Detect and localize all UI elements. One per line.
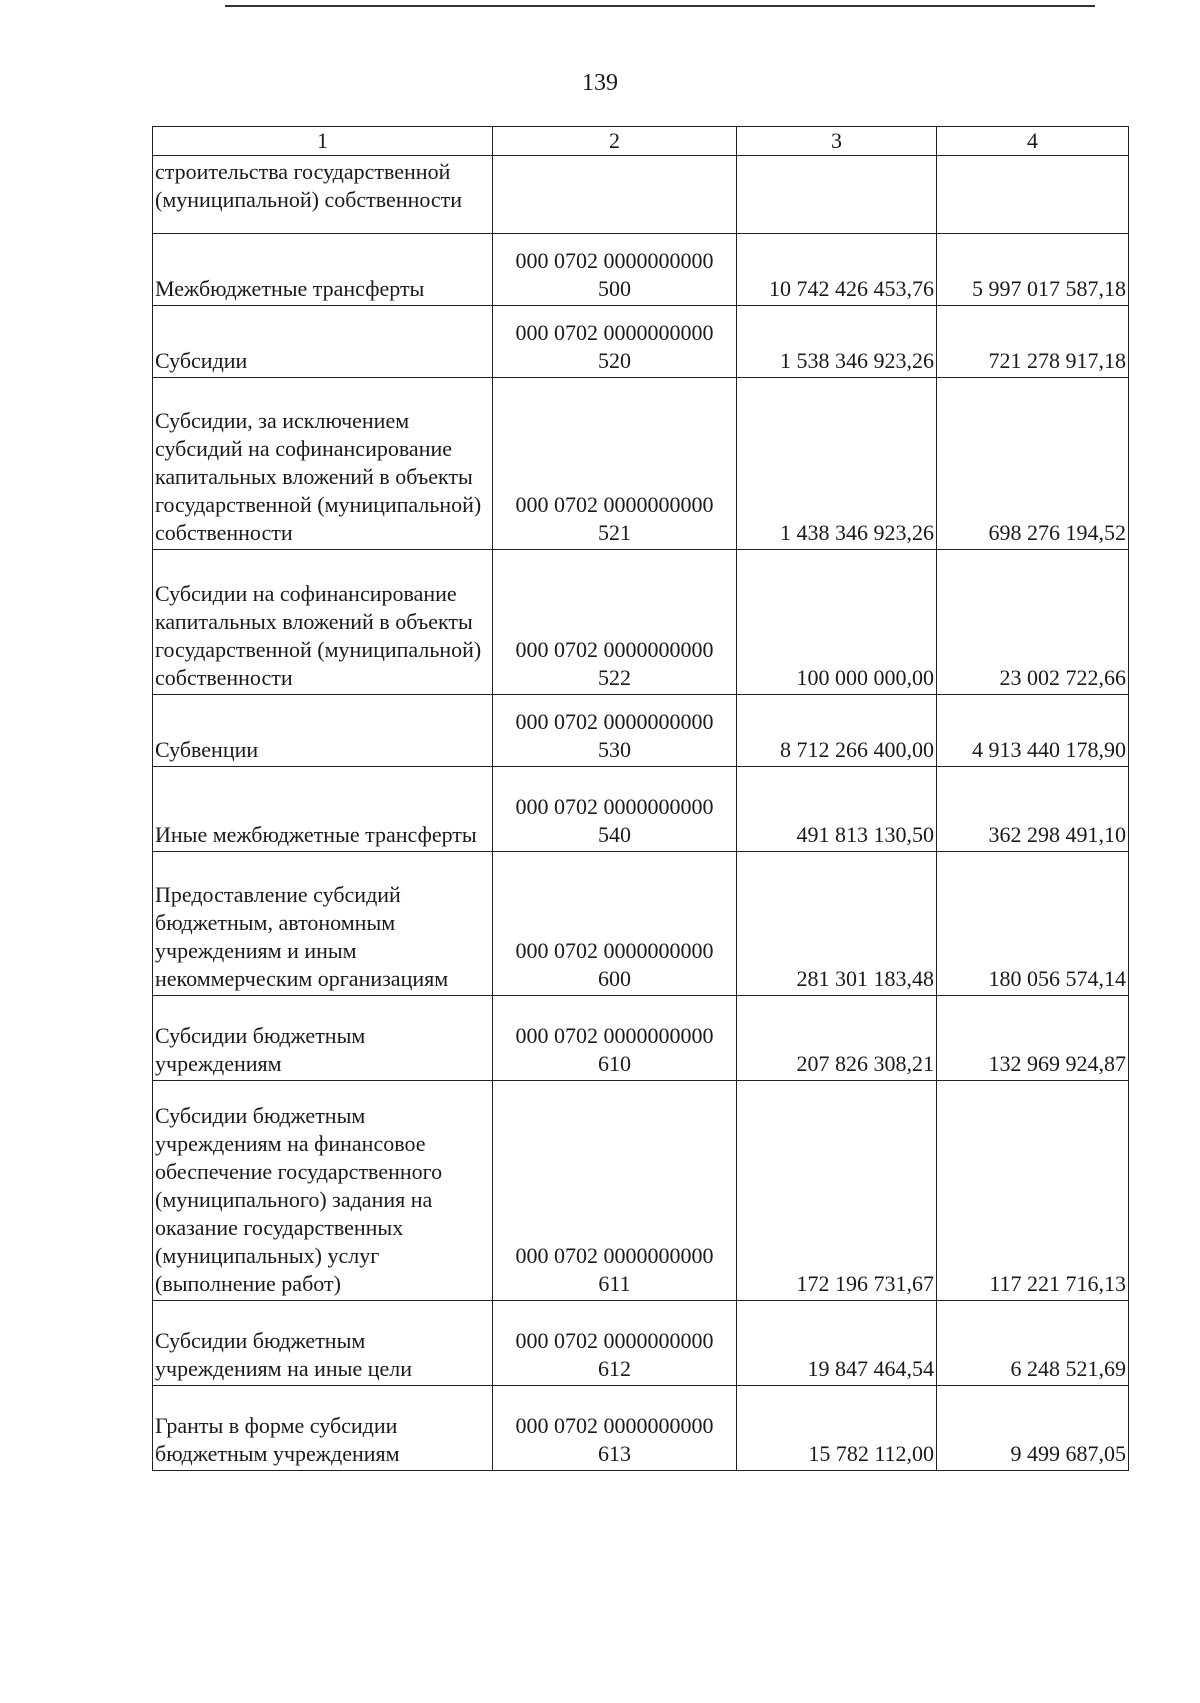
row-value-col3: 8 712 266 400,00 — [737, 695, 937, 767]
row-code-suffix: 613 — [598, 1441, 631, 1466]
table-row — [153, 1386, 1129, 1471]
row-value-col4: 180 056 574,14 — [937, 852, 1129, 996]
row-code — [493, 306, 737, 378]
budget-table — [152, 126, 1129, 1471]
row-code-main: 000 0702 0000000000 — [515, 1023, 714, 1048]
row-value-col3: 19 847 464,54 — [737, 1301, 937, 1386]
table-row — [153, 550, 1129, 695]
row-value-col3: 15 782 112,00 — [737, 1386, 937, 1471]
row-code-suffix: 610 — [598, 1051, 631, 1076]
row-value-col3: 1 538 346 923,26 — [737, 306, 937, 378]
row-code — [493, 1301, 737, 1386]
row-code — [493, 378, 737, 550]
row-code-suffix: 522 — [598, 665, 631, 690]
row-value-col3: 281 301 183,48 — [737, 852, 937, 996]
row-code-suffix: 612 — [598, 1356, 631, 1381]
row-name: строительства государственной (муниципальной) собственности — [153, 156, 493, 234]
row-value-col3: 1 438 346 923,26 — [737, 378, 937, 550]
top-rule — [225, 5, 1095, 7]
row-code — [493, 1081, 737, 1301]
row-value-col4: 721 278 917,18 — [937, 306, 1129, 378]
row-name: Субвенции — [153, 695, 493, 767]
row-code — [493, 234, 737, 306]
row-value-col4: 5 997 017 587,18 — [937, 234, 1129, 306]
row-value-col3: 172 196 731,67 — [737, 1081, 937, 1301]
row-code-main: 000 0702 0000000000 — [515, 637, 714, 662]
row-code-suffix: 540 — [598, 822, 631, 847]
page-number: 139 — [582, 70, 618, 96]
row-code-suffix: 530 — [598, 737, 631, 762]
row-code-main: 000 0702 0000000000 — [515, 709, 714, 734]
table-row — [153, 852, 1129, 996]
row-value-col4: 132 969 924,87 — [937, 996, 1129, 1081]
row-value-col4: 23 002 722,66 — [937, 550, 1129, 695]
row-code-main: 000 0702 0000000000 — [515, 248, 714, 273]
row-code-main: 000 0702 0000000000 — [515, 1413, 714, 1438]
table-row — [153, 156, 1129, 234]
column-header-2: 2 — [493, 127, 737, 156]
table-row — [153, 767, 1129, 852]
row-value-col4: 6 248 521,69 — [937, 1301, 1129, 1386]
row-code — [493, 1386, 737, 1471]
row-code-main: 000 0702 0000000000 — [515, 794, 714, 819]
row-value-col3 — [737, 156, 937, 234]
row-code — [493, 996, 737, 1081]
row-code-main: 000 0702 0000000000 — [515, 492, 714, 517]
row-code-suffix: 521 — [598, 520, 631, 545]
row-name: Иные межбюджетные трансферты — [153, 767, 493, 852]
row-code-suffix: 500 — [598, 276, 631, 301]
row-value-col4: 4 913 440 178,90 — [937, 695, 1129, 767]
table-row — [153, 996, 1129, 1081]
table-row — [153, 234, 1129, 306]
row-name: Предоставление субсидий бюджетным, автономным учреждениям и иным некоммерческим организациям — [153, 852, 493, 996]
row-value-col4: 362 298 491,10 — [937, 767, 1129, 852]
row-code — [493, 695, 737, 767]
table-row — [153, 306, 1129, 378]
row-code-main: 000 0702 0000000000 — [515, 1243, 714, 1268]
row-name: Субсидии на софинансирование капитальных вложений в объекты государственной (муниципальной) собственности — [153, 550, 493, 695]
row-name: Межбюджетные трансферты — [153, 234, 493, 306]
column-header-1: 1 — [153, 127, 493, 156]
row-code — [493, 852, 737, 996]
row-value-col4: 9 499 687,05 — [937, 1386, 1129, 1471]
row-code-suffix: 611 — [598, 1271, 631, 1296]
row-name: Субсидии бюджетным учреждениям на иные цели — [153, 1301, 493, 1386]
row-code-suffix: 520 — [598, 348, 631, 373]
row-code-main: 000 0702 0000000000 — [515, 1328, 714, 1353]
header-row — [153, 127, 1129, 156]
row-value-col4: 698 276 194,52 — [937, 378, 1129, 550]
column-header-4: 4 — [937, 127, 1129, 156]
row-code-main: 000 0702 0000000000 — [515, 938, 714, 963]
row-code-suffix: 600 — [598, 966, 631, 991]
column-header-3: 3 — [737, 127, 937, 156]
row-code — [493, 550, 737, 695]
row-name: Субсидии, за исключением субсидий на софинансирование капитальных вложений в объекты государственной (муниципальной) собственности — [153, 378, 493, 550]
row-code — [493, 767, 737, 852]
row-name: Субсидии — [153, 306, 493, 378]
table-row — [153, 378, 1129, 550]
row-value-col3: 100 000 000,00 — [737, 550, 937, 695]
table-row — [153, 1301, 1129, 1386]
row-value-col3: 491 813 130,50 — [737, 767, 937, 852]
row-value-col3: 10 742 426 453,76 — [737, 234, 937, 306]
row-name: Субсидии бюджетным учреждениям на финансовое обеспечение государственного (муниципального) задания на оказание государственных (муниципальных) услуг (выполнение работ) — [153, 1081, 493, 1301]
row-value-col4 — [937, 156, 1129, 234]
table-row — [153, 695, 1129, 767]
row-value-col3: 207 826 308,21 — [737, 996, 937, 1081]
row-code-main: 000 0702 0000000000 — [515, 320, 714, 345]
table-row — [153, 1081, 1129, 1301]
row-value-col4: 117 221 716,13 — [937, 1081, 1129, 1301]
row-name: Гранты в форме субсидии бюджетным учреждениям — [153, 1386, 493, 1471]
row-code — [493, 156, 737, 234]
row-name: Субсидии бюджетным учреждениям — [153, 996, 493, 1081]
